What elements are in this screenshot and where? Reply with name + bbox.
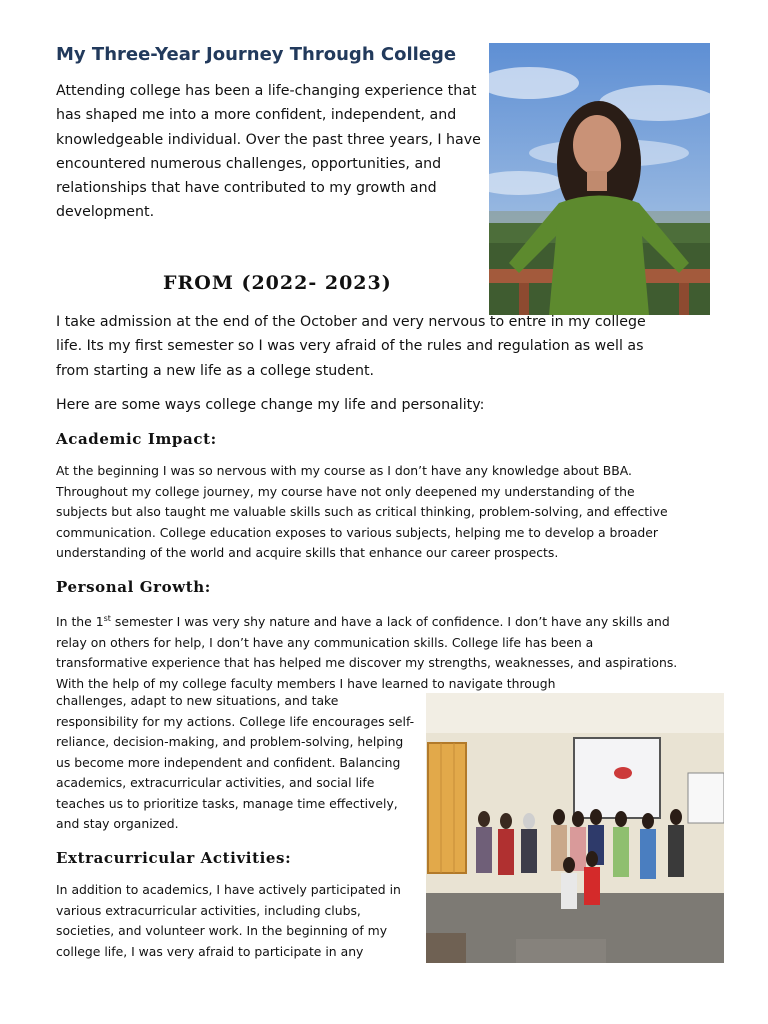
extracurricular-body: In addition to academics, I have actively participated in various extracurricular activities, including clubs, societies, and volunteer work. In the beginning of my college life, I was very afraid to participate in any: [56, 882, 401, 959]
personal-growth-continuation: challenges, adapt to new situations, and take responsibility for my actions. College life encourages self-reliance, decision-making, and problem-solving, helping us become more independent and confident. Balancing academics, extracurricular activities, and social life teaches us to prioritize tasks, manage time effectively, and stay organized.: [56, 693, 415, 831]
personal-growth-heading: Personal Growth:: [56, 578, 211, 596]
personal-growth-lead-rest: semester I was very shy nature and have a lack of confidence. I don’t have any skills and relay on others for help, I don’t have any communication skills. College life has been a transformative experience that has helped me discover my strengths, weaknesses, and aspirations. With the help of my college faculty members I have learned to navigate through: [56, 614, 678, 691]
admission-paragraph: I take admission at the end of the October and very nervous to entre in my college life. Its my first semester so I was very afraid of the rules and regulation as well as from starting a new life as a college student.: [56, 314, 646, 379]
ways-line: Here are some ways college change my life and personality:: [56, 397, 485, 413]
portrait-photo: [489, 43, 710, 315]
personal-growth-lead: In the 1: [56, 614, 104, 630]
page-title: My Three-Year Journey Through College: [56, 44, 457, 65]
personal-growth-body: [56, 609, 678, 694]
academic-impact-heading: Academic Impact:: [56, 430, 217, 448]
intro-paragraph: Attending college has been a life-changing experience that has shaped me into a more confident, independent, and knowledgeable individual. Over the past three years, I have encountered numerous challenges, opportunities, and relationships that have contributed to my growth and development.: [56, 83, 481, 221]
group-photo: [426, 693, 724, 963]
superscript-st: st: [103, 614, 111, 623]
year-heading: FROM (2022- 2023): [163, 272, 392, 294]
extracurricular-heading: Extracurricular Activities:: [56, 849, 292, 867]
academic-impact-body: At the beginning I was so nervous with my course as I don’t have any knowledge about BBA. Throughout my college journey, my course have not only deepened my understanding of the subjects but also taught me valuable skills such as critical thinking, problem-solving, and effective communication. College education exposes to various subjects, helping me to develop a broader understanding of the world and acquire skills that enhance our career prospects.: [56, 463, 668, 560]
